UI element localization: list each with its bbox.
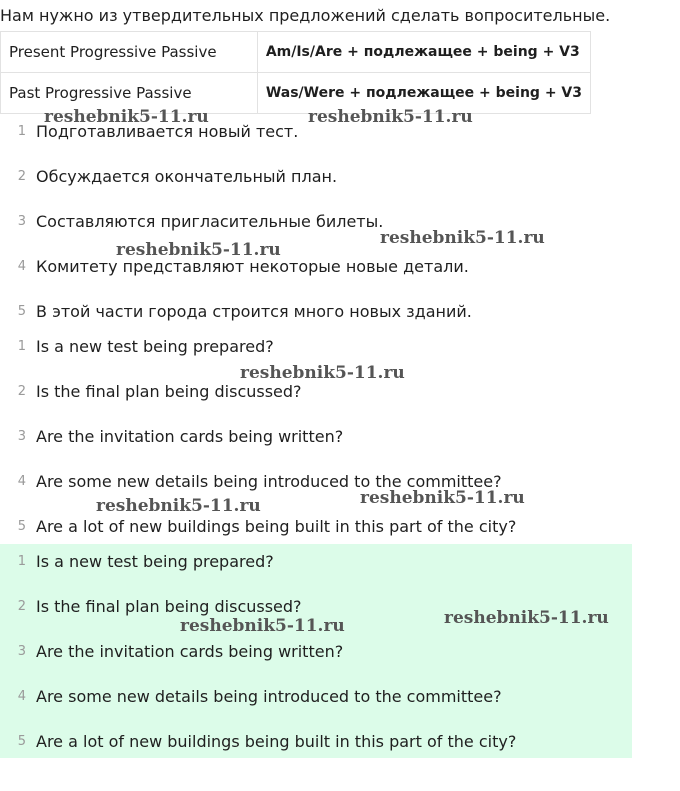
item-number: 2 bbox=[17, 598, 26, 614]
watermark: reshebnik5-11.ru bbox=[308, 107, 473, 127]
item-number: 4 bbox=[17, 473, 26, 489]
list-item bbox=[0, 299, 472, 323]
item-number: 5 bbox=[17, 733, 26, 749]
item-text: Are some new details being introduced to the committee? bbox=[36, 686, 502, 706]
list-item bbox=[0, 594, 302, 618]
list-item bbox=[0, 424, 343, 448]
list-item bbox=[0, 639, 343, 663]
item-number: 5 bbox=[17, 303, 26, 319]
list-item bbox=[0, 209, 383, 233]
item-text: Are a lot of new buildings being built in this part of the city? bbox=[36, 516, 517, 536]
item-text: Are some new details being introduced to the committee? bbox=[36, 471, 502, 491]
item-number: 4 bbox=[17, 688, 26, 704]
rule-name: Past Progressive Passive bbox=[1, 73, 258, 114]
watermark: reshebnik5-11.ru bbox=[96, 496, 261, 516]
list-item bbox=[0, 469, 502, 493]
item-text: Комитету представляют некоторые новые детали. bbox=[36, 256, 469, 276]
watermark: reshebnik5-11.ru bbox=[116, 240, 281, 260]
watermark: reshebnik5-11.ru bbox=[44, 107, 209, 127]
watermark: reshebnik5-11.ru bbox=[380, 228, 545, 248]
item-text: В этой части города строится много новых зданий. bbox=[36, 301, 472, 321]
grammar-rules-table bbox=[0, 31, 591, 114]
item-number: 1 bbox=[17, 338, 26, 354]
item-text: Составляются пригласительные билеты. bbox=[36, 211, 384, 231]
item-text: Is a new test being prepared? bbox=[36, 336, 274, 356]
table-row bbox=[1, 32, 591, 73]
item-number: 2 bbox=[17, 383, 26, 399]
watermark: reshebnik5-11.ru bbox=[444, 608, 609, 628]
rule-formula: Am/Is/Are + подлежащее + being + V3 bbox=[257, 32, 590, 73]
list-item bbox=[0, 254, 469, 278]
table-row bbox=[1, 73, 591, 114]
list-item bbox=[0, 684, 502, 708]
item-text: Are the invitation cards being written? bbox=[36, 641, 344, 661]
list-item bbox=[0, 119, 298, 143]
item-number: 2 bbox=[17, 168, 26, 184]
item-text: Подготавливается новый тест. bbox=[36, 121, 299, 141]
item-number: 3 bbox=[17, 643, 26, 659]
item-text: Is the final plan being discussed? bbox=[36, 596, 302, 616]
item-text: Are a lot of new buildings being built in this part of the city? bbox=[36, 731, 517, 751]
watermark: reshebnik5-11.ru bbox=[180, 616, 345, 636]
item-number: 1 bbox=[17, 123, 26, 139]
list-item bbox=[0, 514, 516, 538]
item-text: Обсуждается окончательный план. bbox=[36, 166, 338, 186]
item-number: 1 bbox=[17, 553, 26, 569]
item-text: Is the final plan being discussed? bbox=[36, 381, 302, 401]
watermark: reshebnik5-11.ru bbox=[360, 488, 525, 508]
item-text: Is a new test being prepared? bbox=[36, 551, 274, 571]
list-item bbox=[0, 549, 274, 573]
list-item bbox=[0, 379, 302, 403]
list-item bbox=[0, 334, 274, 358]
watermark: reshebnik5-11.ru bbox=[240, 363, 405, 383]
item-number: 4 bbox=[17, 258, 26, 274]
list-item bbox=[0, 729, 516, 753]
item-text: Are the invitation cards being written? bbox=[36, 426, 344, 446]
rule-formula: Was/Were + подлежащее + being + V3 bbox=[257, 73, 590, 114]
intro-text: Нам нужно из утвердительных предложений сделать вопросительные. bbox=[0, 6, 611, 25]
rule-name: Present Progressive Passive bbox=[1, 32, 258, 73]
item-number: 3 bbox=[17, 213, 26, 229]
item-number: 3 bbox=[17, 428, 26, 444]
list-item bbox=[0, 164, 337, 188]
item-number: 5 bbox=[17, 518, 26, 534]
